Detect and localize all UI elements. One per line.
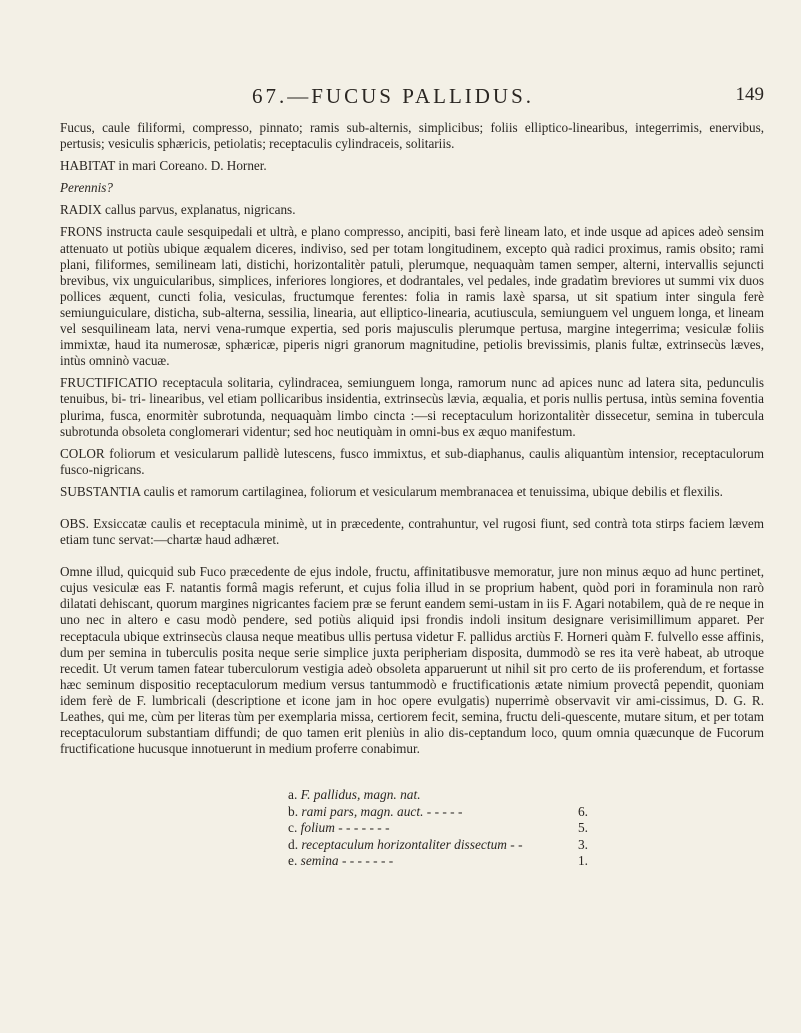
- diagnosis-paragraph: Fucus, caule filiformi, compresso, pinnato; ramis sub-alternis, simplicibus; foliis elliptico-linearibus, integerrimis, enervibus, pertusis; vesiculis sphæricis, petiolatis; receptaculis cylindraceis, solitariis.: [60, 120, 764, 152]
- page-title: 67.—FUCUS PALLIDUS.: [252, 84, 535, 108]
- legend-letter: d.: [288, 836, 299, 852]
- legend-label: receptaculum horizontaliter dissectum - -: [301, 836, 523, 852]
- legend-item: [288, 837, 588, 854]
- observation-paragraph: OBS. Exsiccatæ caulis et receptacula minimè, ut in præcedente, contrahuntur, vel rugosi fiunt, sed contrà tota stirps faciem lævem etiam tunc servat:—chartæ haud adhæret.: [60, 515, 764, 548]
- legend-label: rami pars, magn. auct. - - - - -: [301, 803, 463, 819]
- legend-item: [288, 820, 588, 837]
- legend-letter: a.: [288, 787, 298, 803]
- legend-letter: c.: [288, 820, 298, 836]
- perennis-line: Perennis?: [60, 180, 113, 196]
- figure-legend: [288, 787, 588, 870]
- habitat-paragraph: HABITAT in mari Coreano. D. Horner.: [60, 158, 267, 174]
- legend-value: 5.: [577, 820, 588, 836]
- legend-value: 1.: [577, 853, 588, 869]
- legend-item: [288, 804, 588, 821]
- legend-item: [288, 853, 588, 870]
- discussion-paragraph: Omne illud, quicquid sub Fuco præcedente de ejus indole, fructu, affinitatibusve memoratur, jure non minus æquo ad hunc pertinet, cujus vesiculæ eas F. natantis formâ magis referunt, et cujus folia illud in se proprium habent, quòd pori in foraminula non rarò dilatati dehiscant, quorum margines nigricantes faciem præ se ferunt eandem semi-ustam in iis F. Agari notabilem, quà de re neque in uno nec in altero e casu modò pendere, sed potiùs aliquid ipsi frondis indoli insitum designare verisimillimum apparet. Per receptacula ubique extrinsecùs clausa neque meatibus ullis pertusa videtur F. pallidus arctiùs F. Horneri quàm F. fulvello esse affinis, dum per semina in tuberculis posita neque serie simplice juxta peripheriam disposita, dummodò se res ita verè habeat, ab utroque recedit. Ut verum tamen fatear tuberculorum vestigia adeò obsoleta apparuerunt ut nihil sit pro certo de iis proferendum, et fortasse hæc seminum dispositio receptaculorum medium versus tantummodò e fructificationis ætate nimium provectâ pependit, quoniam idem ferè de F. lumbricali (descriptione et icone jam in hoc opere evulgatis) nuperrimè observavit vir ami-cissimus, D. G. R. Leathes, qui me, cùm per literas tùm per exemplaria missa, certiorem fecit, semina, fructu deli-quescente, mutare situm, et per totam receptaculorum substantiam diffundi; de quo tamen erit pleniùs in alio dis-ceptandum loco, quum omnia quæcunque de Fucorum fructificatione hucusque innotuerunt in medium proferre conabimur.: [60, 564, 764, 757]
- legend-value: 3.: [577, 836, 588, 852]
- legend-letter: e.: [288, 853, 298, 869]
- substantia-paragraph: SUBSTANTIA caulis et ramorum cartilaginea, foliorum et vesicularum membranacea et tenuissima, ubique debilis et flexilis.: [60, 483, 723, 499]
- frons-paragraph: FRONS instructa caule sesquipedali et ultrà, e plano compresso, ancipiti, basi ferè lineam lato, et inde usque ad apices adeò sensim attenuato ut potiùs ubique æqualem diceres, indiviso, sed per totam longitudinem, excepto quà radici proximus, ramis obsito; rami plani, filiformes, semilineam lati, distichi, horizontalitèr patuli, plerumque, nequaquàm tamen semper, alterni, intervallis sejuncti brevibus, vix unguicularibus, simplices, inferiores longiores, et dodrantales, vel pedales, inde gradatìm breviores ut summi vix duos pollices æquent, cuncti folia, vesiculas, fructumque ferentes: folia in ramis laxè sparsa, ut sit spatium inter singula ferè semiunguiculare, disticha, sub-alterna, sessilia, linearia, aut elliptico-linearia, acutiuscula, semiunguem vel unguem longa, et lineam vel sesquilineam lata, nervi vena-rumque expertia, sed poris majusculis plerumque pertusa, margine integerrima; vesiculæ foliis immixtæ, haud ita numerosæ, sphæricæ, piperis nigri granorum magnitudine, petiolis brevissimis, planis fultæ, extrinsecùs læves, intùs omninò vacuæ.: [60, 224, 764, 369]
- color-paragraph: COLOR foliorum et vesicularum pallidè lutescens, fusco immixtus, et sub-diaphanus, caulis aliquantùm intensior, receptaculorum fusco-nigricans.: [60, 445, 764, 477]
- legend-label: folium - - - - - - -: [300, 820, 390, 836]
- page-number: 149: [735, 84, 764, 105]
- legend-label: semina - - - - - - -: [300, 853, 394, 869]
- running-header: [60, 62, 764, 108]
- article-body: [60, 120, 764, 757]
- legend-label: F. pallidus, magn. nat.: [300, 787, 421, 803]
- fructificatio-paragraph: FRUCTIFICATIO receptacula solitaria, cylindracea, semiunguem longa, ramorum nunc ad apices nunc ad latera sita, pedunculis tenuibus, bi- tri- linearibus, vel etiam pollicaribus insidentia, extrinsecùs lævia, æqualia, et poris nullis pertusa, intùs semina foventia plurima, fusca, enormitèr subrotunda, nequaquàm limbo cincta :—si receptaculum horizontalitèr dissecetur, semina in tubercula subrotunda obsoleta conglomerari videntur; sed hoc neutiquàm in omni-bus ex æquo manifestum.: [60, 375, 764, 439]
- page: [60, 62, 764, 870]
- radix-paragraph: RADIX callus parvus, explanatus, nigricans.: [60, 202, 296, 218]
- legend-value: 6.: [577, 803, 588, 819]
- legend-item: [288, 787, 588, 804]
- legend-letter: b.: [288, 803, 299, 819]
